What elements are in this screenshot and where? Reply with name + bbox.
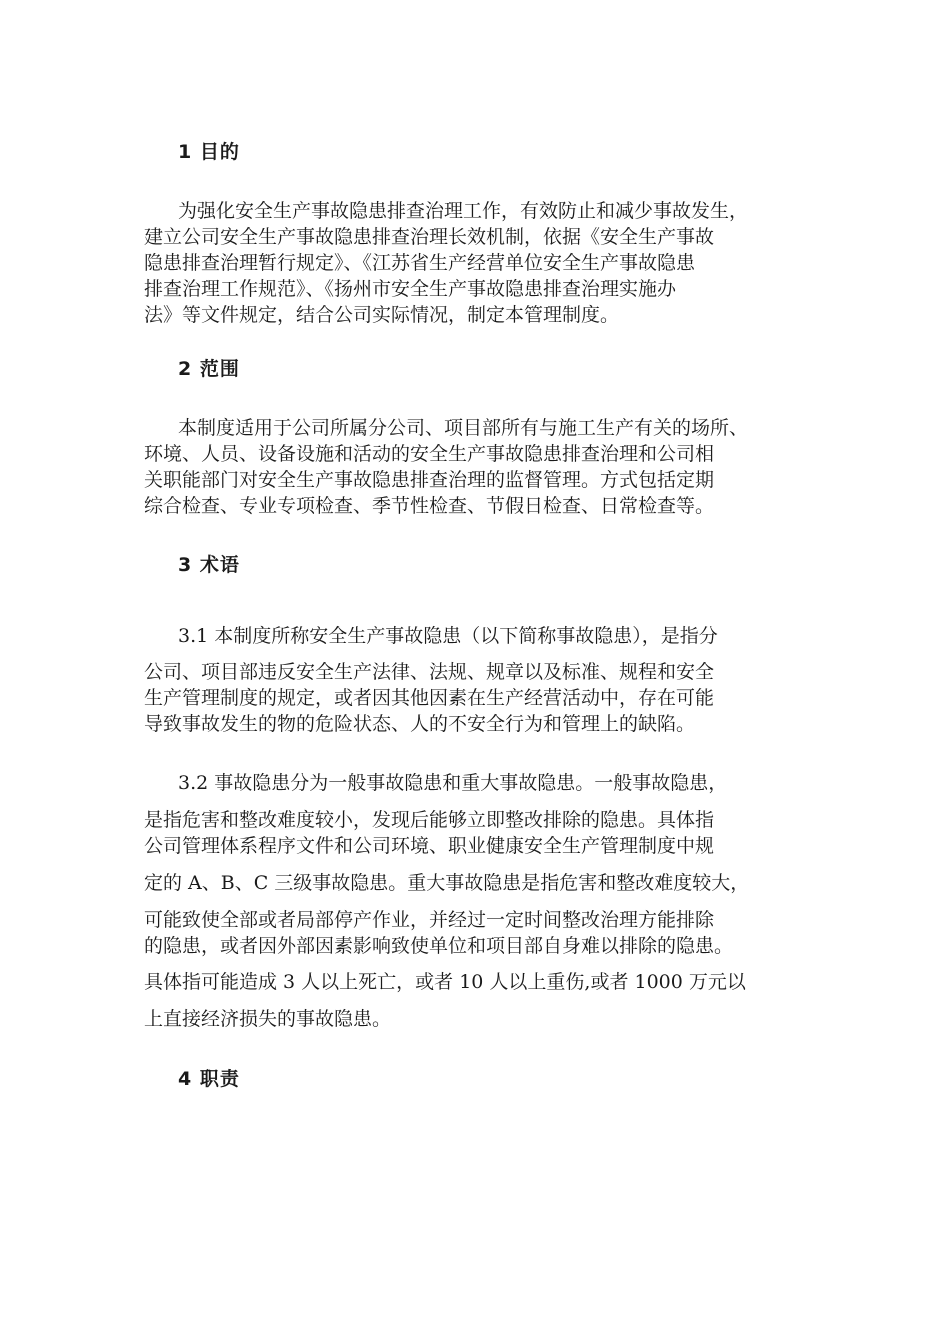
section-heading-scope: 2 范围 bbox=[178, 358, 240, 380]
paragraph-line: 定的 A、B、C 三级事故隐患。重大事故隐患是指危害和整改难度较大， bbox=[144, 872, 750, 894]
paragraph-line: 关职能部门对安全生产事故隐患排查治理的监督管理。方式包括定期 bbox=[144, 469, 715, 491]
paragraph-line: 3.2 事故隐患分为一般事故隐患和重大事故隐患。一般事故隐患， bbox=[178, 772, 728, 794]
paragraph-line: 为强化安全生产事故隐患排查治理工作，有效防止和减少事故发生， bbox=[178, 200, 749, 222]
paragraph-line: 排查治理工作规范》、《扬州市安全生产事故隐患排查治理实施办 bbox=[144, 278, 677, 300]
paragraph-line: 公司管理体系程序文件和公司环境、职业健康安全生产管理制度中规 bbox=[144, 835, 715, 857]
paragraph-line: 导致事故发生的物的危险状态、人的不安全行为和管理上的缺陷。 bbox=[144, 713, 696, 735]
paragraph-line: 建立公司安全生产事故隐患排查治理长效机制，依据《安全生产事故 bbox=[144, 226, 715, 248]
paragraph-line: 是指危害和整改难度较小，发现后能够立即整改排除的隐患。具体指 bbox=[144, 809, 715, 831]
paragraph-line: 隐患排查治理暂行规定》、《江苏省生产经营单位安全生产事故隐患 bbox=[144, 252, 696, 274]
paragraph-line: 公司、项目部违反安全生产法律、法规、规章以及标准、规程和安全 bbox=[144, 661, 715, 683]
paragraph-line: 上直接经济损失的事故隐患。 bbox=[144, 1008, 392, 1030]
paragraph-line: 法》等文件规定，结合公司实际情况，制定本管理制度。 bbox=[144, 304, 620, 326]
paragraph-line: 的隐患，或者因外部因素影响致使单位和项目部自身难以排除的隐患。 bbox=[144, 935, 734, 957]
section-heading-purpose: 1 目的 bbox=[178, 141, 240, 163]
paragraph-line: 本制度适用于公司所属分公司、项目部所有与施工生产有关的场所、 bbox=[178, 417, 749, 439]
section-heading-responsibilities: 4 职责 bbox=[178, 1068, 240, 1090]
section-heading-terms: 3 术语 bbox=[178, 554, 240, 576]
paragraph-line: 3.1 本制度所称安全生产事故隐患（以下简称事故隐患），是指分 bbox=[178, 625, 718, 647]
paragraph-line: 具体指可能造成 3 人以上死亡，或者 10 人以上重伤,或者 1000 万元以 bbox=[144, 971, 746, 993]
paragraph-line: 环境、人员、设备设施和活动的安全生产事故隐患排查治理和公司相 bbox=[144, 443, 715, 465]
paragraph-line: 生产管理制度的规定，或者因其他因素在生产经营活动中，存在可能 bbox=[144, 687, 715, 709]
paragraph-line: 可能致使全部或者局部停产作业，并经过一定时间整改治理方能排除 bbox=[144, 909, 715, 931]
paragraph-line: 综合检查、专业专项检查、季节性检查、节假日检查、日常检查等。 bbox=[144, 495, 715, 517]
